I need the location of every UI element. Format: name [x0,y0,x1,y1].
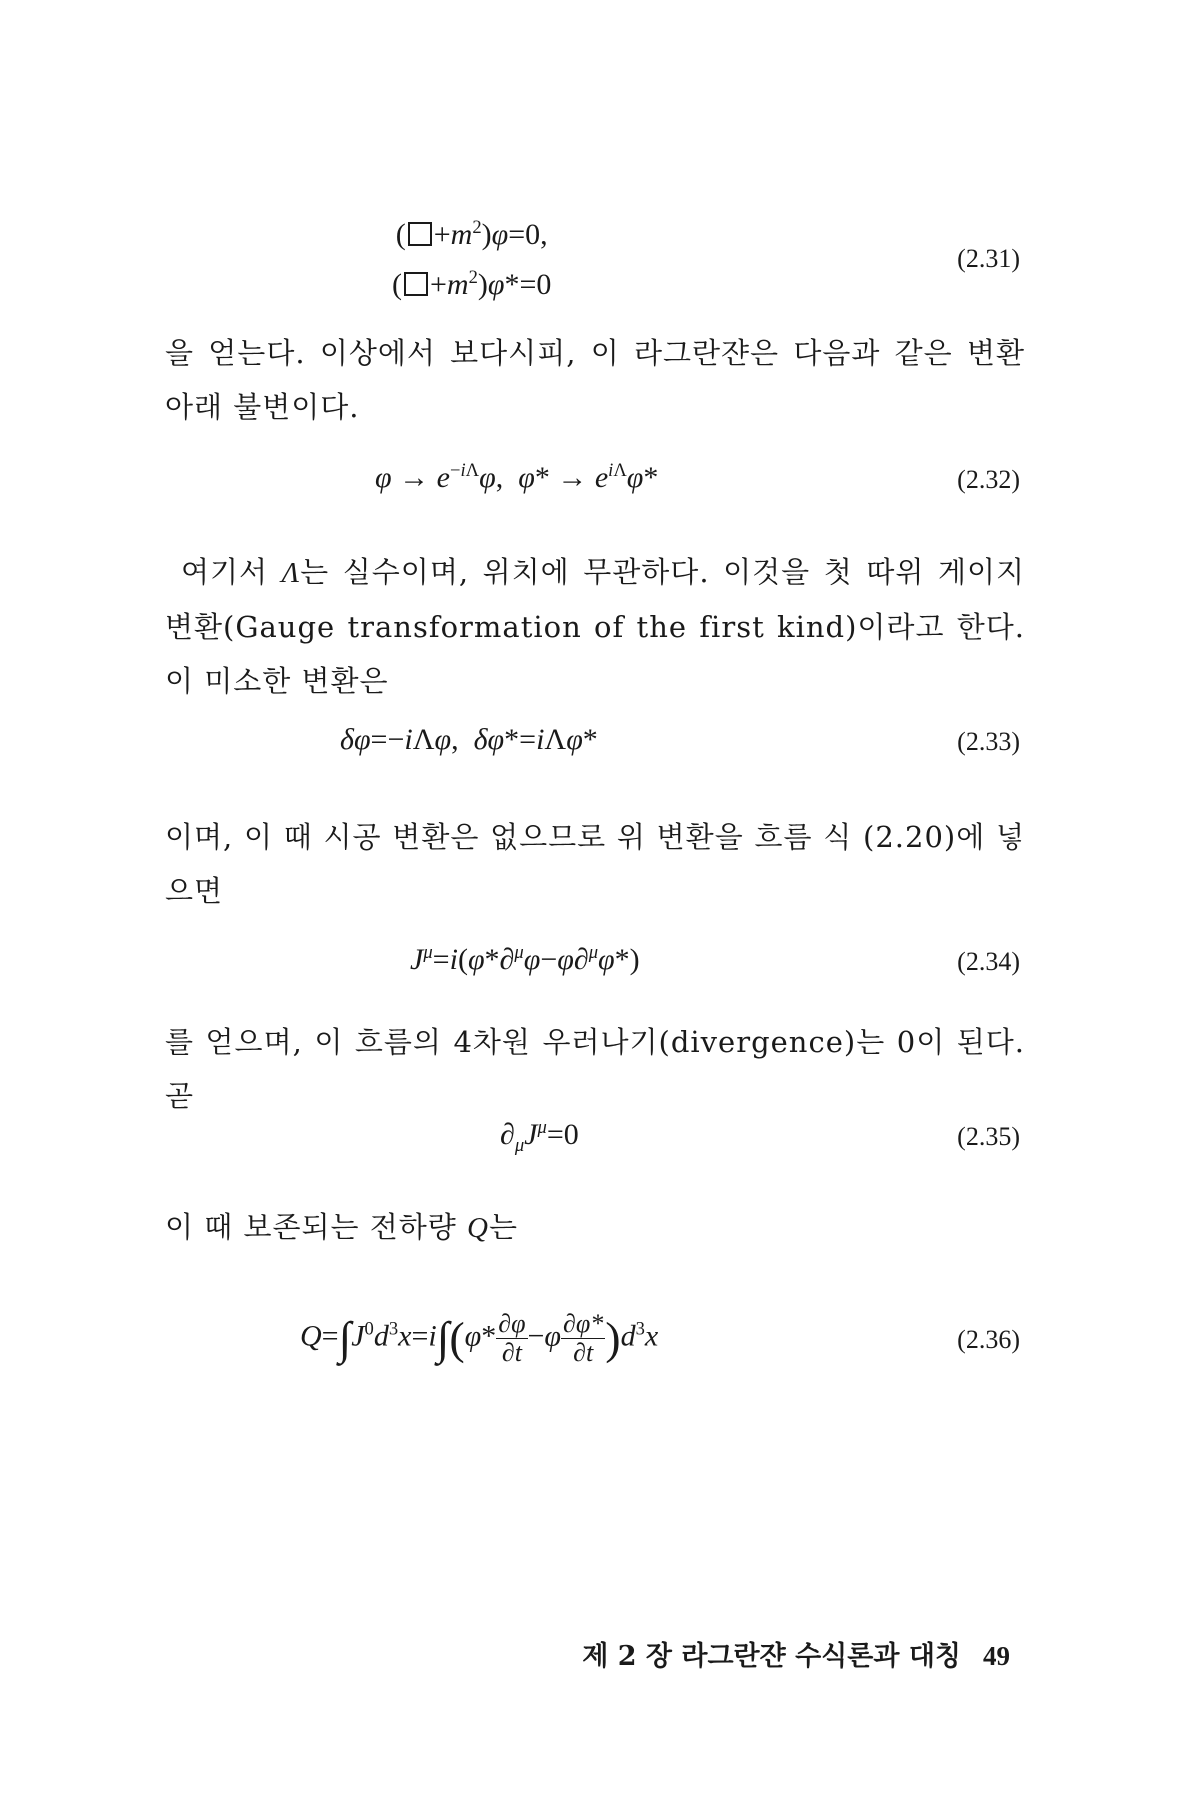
equation-2-36 [160,1302,1020,1372]
equation-number: (2.34) [957,947,1020,976]
equation-body: $J^\mu=i(\varphi*\partial^\mu\varphi-\varphi\partial^\mu\varphi*)$ [410,942,640,976]
equation-body: $\partial_\mu J^\mu=0$ [500,1117,579,1156]
equation-number: (2.36) [957,1325,1020,1354]
paragraph-text: 이 때 보존되는 전하량 [165,1210,467,1244]
equation-number: (2.31) [957,244,1020,273]
paragraph-1: 을 얻는다. 이상에서 보다시피, 이 라그란쟌은 다음과 같은 변환 아래 불변이다. [165,336,1025,424]
paragraph-text: 는 실수이며, 위치에 무관하다. 이것을 첫 따위 게이지 변환(Gauge transformation of the first kind)이라고 한다. 이 미소한 변환은 [165,555,1026,698]
equation-body: $\varphi \to e^{-i\Lambda}\varphi$, $\varphi* \to e^{i\Lambda}\varphi*$ [375,460,659,494]
equation-2-32 [160,458,1020,498]
paragraph-2 [165,545,1025,708]
paragraph-5 [165,1200,1025,1255]
page-footer [582,1634,1010,1673]
equation-number: (2.35) [957,1122,1020,1151]
equation-2-33 [160,720,1020,760]
equation-2-35 [160,1115,1020,1155]
paragraph-text: 여기서 [181,555,282,589]
equation-body: ( $+m^2)\varphi=0$, ( $+m^2)\varphi*=0$ [392,217,552,301]
dalembertian-box [404,272,428,296]
paragraph-text: 는 [488,1210,518,1244]
equation-2-34 [160,940,1020,980]
chapter-title: 제 2 장 라그란쟌 수식론과 대칭 [582,1641,961,1672]
paragraph-4: 를 얻으며, 이 흐름의 4차원 우러나기(divergence)는 0이 된다. 곧 [165,1025,1025,1113]
paragraph-3: 이며, 이 때 시공 변환은 없으므로 위 변환을 흐름 식 (2.20)에 넣으면 [165,820,1025,908]
equation-body: $Q=\int J^0d^3x=i\int(\varphi*$ $\frac{\partial\varphi}{\partial t}$ −φ $\frac{\partial\varphi*}{\partial t}$ )$d^3x$ [300,1309,659,1367]
equation-number: (2.32) [957,465,1020,494]
equation-number: (2.33) [957,727,1020,756]
equation-2-31 [160,215,1020,305]
fraction-dphi-dt: $\frac{\partial\varphi}{\partial t}$ [498,1309,526,1367]
fraction-dphistar-dt: $\frac{\partial\varphi*}{\partial t}$ [563,1309,604,1367]
lambda-symbol: Λ [281,557,301,589]
page-number: 49 [983,1641,1010,1671]
equation-body: δφ=−iΛφ, δφ*=iΛφ* [340,723,598,756]
dalembertian-box [408,222,432,246]
charge-symbol: Q [467,1212,489,1244]
